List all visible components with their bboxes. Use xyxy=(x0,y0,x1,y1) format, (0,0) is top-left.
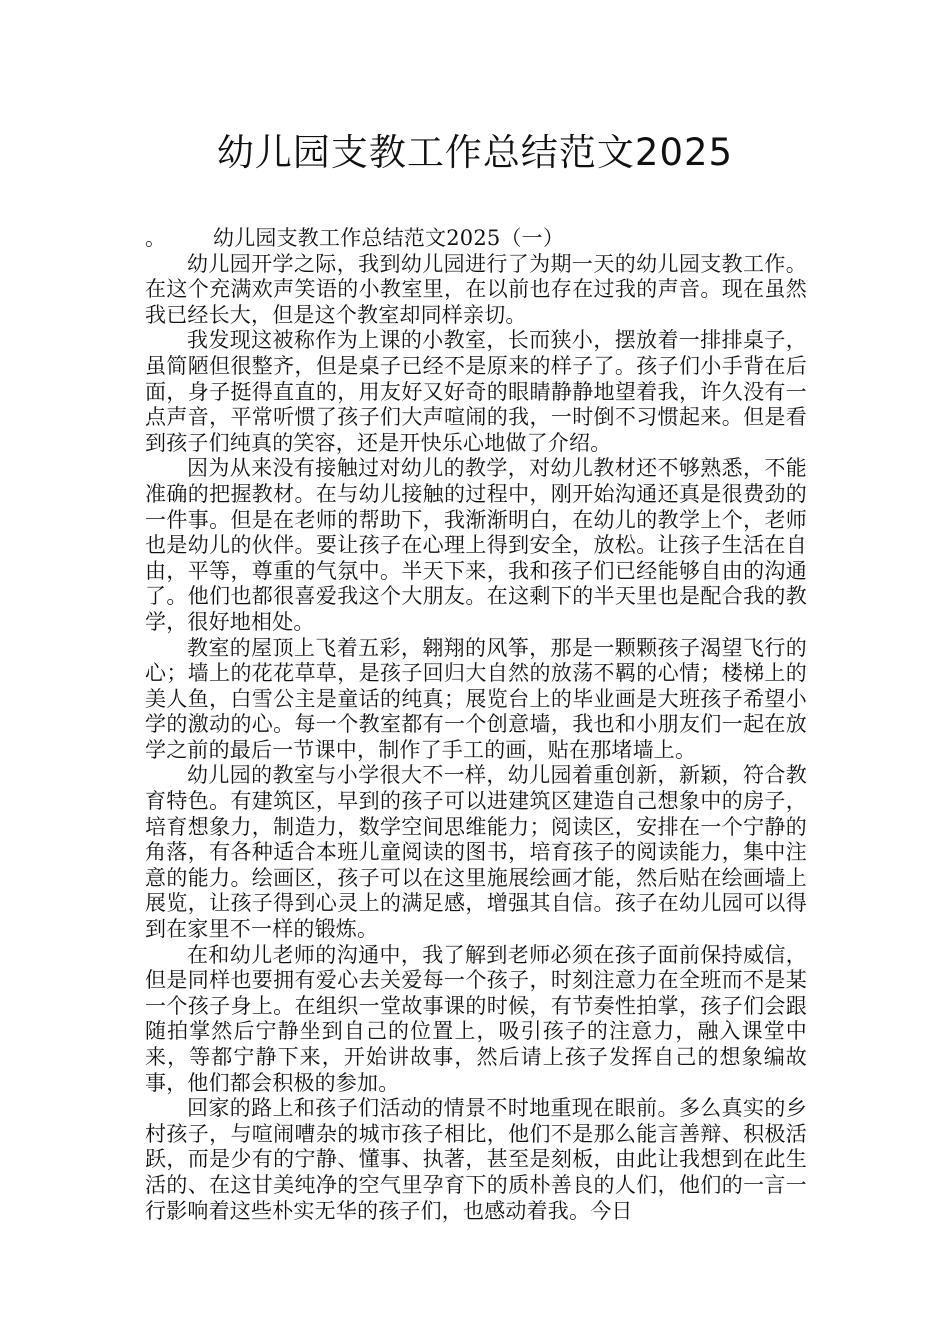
document-body xyxy=(145,226,807,1224)
paragraph: 回家的路上和孩子们活动的情景不时地重现在眼前。多么真实的乡村孩子，与喧闹嘈杂的城市孩子相比，他们不是那么能言善辩、积极活跃，而是少有的宁静、懂事、执著，甚至是刻板，由此让我想到在此生活的、在这甘美纯净的空气里孕育下的质朴善良的人们，他们的一言一行影响着这些朴实无华的孩子们，也感动着我。今日 xyxy=(145,1096,807,1223)
paragraph: 幼儿园的教室与小学很大不一样，幼儿园着重创新，新颖，符合教育特色。有建筑区，早到的孩子可以进建筑区建造自己想象中的房子，培育想象力，制造力，数学空间思维能力；阅读区，安排在一个宁静的角落，有各种适合本班儿童阅读的图书，培育孩子的阅读能力，集中注意的能力。绘画区，孩子可以在这里施展绘画才能，然后贴在绘画墙上展览，让孩子得到心灵上的满足感，增强其自信。孩子在幼儿园可以得到在家里不一样的锻炼。 xyxy=(145,763,807,942)
section-subheading xyxy=(145,226,807,252)
subheading-marker: 。 xyxy=(145,226,167,250)
paragraph: 因为从来没有接触过对幼儿的教学，对幼儿教材还不够熟悉，不能准确的把握教材。在与幼儿接触的过程中，刚开始沟通还真是很费劲的一件事。但是在老师的帮助下，我渐渐明白，在幼儿的教学上个，老师也是幼儿的伙伴。要让孩子在心理上得到安全，放松。让孩子生活在自由，平等，尊重的气氛中。半天下来，我和孩子们已经能够自由的沟通了。他们也都很喜爱我这个大朋友。在这剩下的半天里也是配合我的教学，很好地相处。 xyxy=(145,456,807,634)
paragraph: 幼儿园开学之际，我到幼儿园进行了为期一天的幼儿园支教工作。在这个充满欢声笑语的小教室里，在以前也存在过我的声音。现在虽然我已经长大，但是这个教室却同样亲切。 xyxy=(145,251,807,327)
subheading-text: 幼儿园支教工作总结范文2025（一） xyxy=(213,226,565,250)
paragraph: 在和幼儿老师的沟通中，我了解到老师必须在孩子面前保持威信，但是同样也要拥有爱心去关爱每一个孩子，时刻注意力在全班而不是某一个孩子身上。在组织一堂故事课的时候，有节奏性拍掌，孩子们会跟随拍掌然后宁静坐到自己的位置上，吸引孩子的注意力，融入课堂中来，等都宁静下来，开始讲故事，然后请上孩子发挥自己的想象编故事，他们都会积极的参加。 xyxy=(145,942,807,1095)
document-title: 幼儿园支教工作总结范文2025 xyxy=(216,131,734,174)
paragraph: 我发现这被称作为上课的小教室，长而狭小，摆放着一排排桌子，虽简陋但很整齐，但是桌子已经不是原来的样子了。孩子们小手背在后面，身子挺得直直的，用友好又好奇的眼睛静静地望着我，许久没有一点声音，平常听惯了孩子们大声喧闹的我，一时倒不习惯起来。但是看到孩子们纯真的笑容，还是开快乐心地做了介绍。 xyxy=(145,328,807,455)
paragraph: 教室的屋顶上飞着五彩，翱翔的风筝，那是一颗颗孩子渴望飞行的心；墙上的花花草草，是孩子回归大自然的放荡不羁的心情；楼梯上的美人鱼，白雪公主是童话的纯真；展览台上的毕业画是大班孩子希望小学的激动的心。每一个教室都有一个创意墙，我也和小朋友们一起在放学之前的最后一节课中，制作了手工的画，贴在那堵墙上。 xyxy=(145,635,807,762)
